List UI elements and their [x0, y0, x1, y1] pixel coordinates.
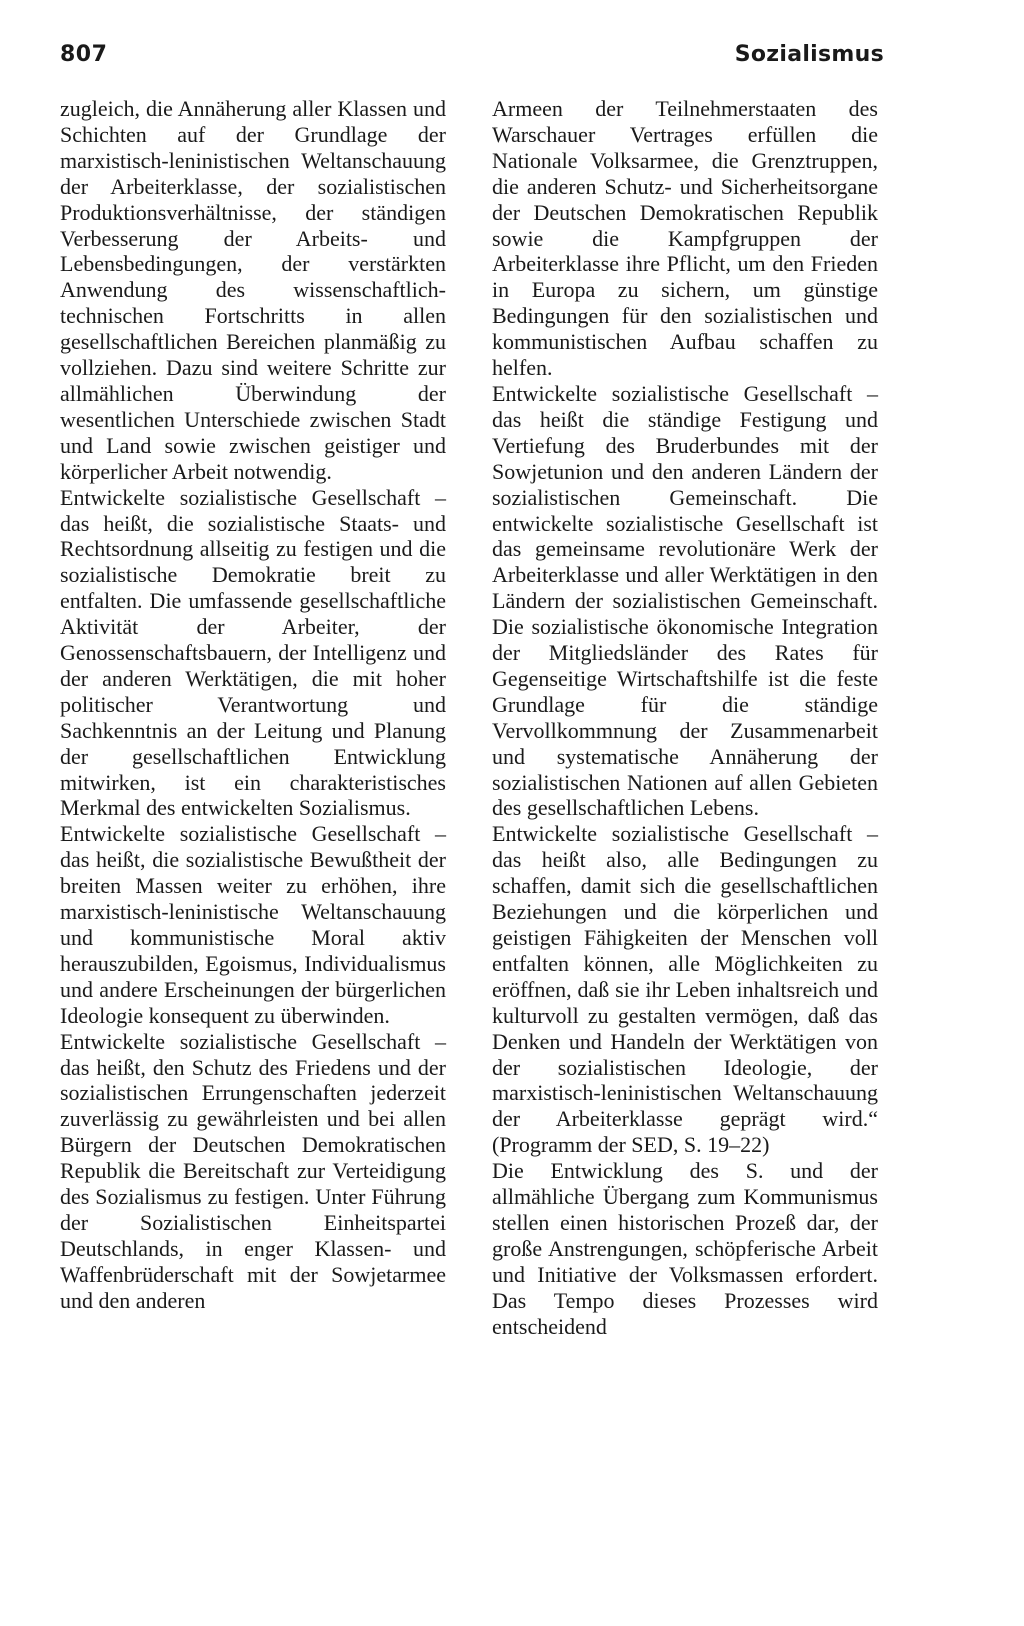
- right-paragraph-1: Armeen der Teilnehmerstaaten des Warschauer Vertrages erfüllen die Nationale Volksarmee, die Grenztruppen, die anderen Schutz- und Sicherheitsorgane der Deutschen Demokratischen Republik sowie die Kampfgruppen der Arbeiterklasse ihre Pflicht, um den Frieden in Europa zu sichern, um günstige Bedingungen für den sozialistischen und kommunistischen Aufbau schaffen zu helfen.: [492, 96, 878, 381]
- left-paragraph-2: Entwickelte sozialistische Gesellschaft – das heißt, die sozialistische Staats- und Rechtsordnung allseitig zu festigen und die sozialistische Demokratie breit zu entfalten. Die umfassende gesellschaftliche Aktivität der Arbeiter, der Genossenschaftsbauern, der Intelligenz und der anderen Werktätigen, die mit hoher politischer Verantwortung und Sachkenntnis an der Leitung und Planung der gesellschaftlichen Entwicklung mitwirken, ist ein charakteristisches Merkmal des entwickelten Sozialismus.: [60, 484, 446, 821]
- left-column: [60, 96, 446, 1314]
- page-number: 807: [60, 42, 108, 67]
- right-paragraph-4: Die Entwicklung des S. und der allmähliche Übergang zum Kommunismus stellen einen historischen Prozeß dar, der große Anstrengungen, schöpferische Arbeit und Initiative der Volksmassen erfordert. Das Tempo dieses Prozesses wird entscheidend: [492, 1158, 878, 1339]
- running-head: Sozialismus: [734, 42, 884, 67]
- left-paragraph-1: zugleich, die Annäherung aller Klassen und Schichten auf der Grundlage der marxistisch-leninistischen Weltanschauung der Arbeiterklasse, der sozialistischen Produktionsverhältnisse, der ständigen Verbesserung der Arbeits- und Lebensbedingungen, der verstärkten Anwendung des wissenschaftlich-technischen Fortschritts in allen gesellschaftlichen Bereichen planmäßig zu vollziehen. Dazu sind weitere Schritte zur allmählichen Überwindung der wesentlichen Unterschiede zwischen Stadt und Land sowie zwischen geistiger und körperlicher Arbeit notwendig.: [60, 96, 446, 484]
- right-column: [492, 96, 878, 1340]
- right-paragraph-2: Entwickelte sozialistische Gesellschaft – das heißt die ständige Festigung und Vertiefung des Bruderbundes mit der Sowjetunion und den anderen Ländern der sozialistischen Gemeinschaft. Die entwickelte sozialistische Gesellschaft ist das gemeinsame revolutionäre Werk der Arbeiterklasse und aller Werktätigen in den Ländern der sozialistischen Gemeinschaft. Die sozialistische ökonomische Integration der Mitgliedsländer des Rates für Gegenseitige Wirtschaftshilfe ist die feste Grundlage für die ständige Vervollkommnung der Zusammenarbeit und systematische Annäherung der sozialistischen Nationen auf allen Gebieten des gesellschaftlichen Lebens.: [492, 380, 878, 821]
- left-paragraph-4: Entwickelte sozialistische Gesellschaft – das heißt, den Schutz des Friedens und der sozialistischen Errungenschaften jederzeit zuverlässig zu gewährleisten und bei allen Bürgern der Deutschen Demokratischen Republik die Bereitschaft zur Verteidigung des Sozialismus zu festigen. Unter Führung der Sozialistischen Einheitspartei Deutschlands, in enger Klassen- und Waffenbrüderschaft mit der Sowjetarmee und den anderen: [60, 1028, 446, 1313]
- left-paragraph-3: Entwickelte sozialistische Gesellschaft – das heißt, die sozialistische Bewußtheit der breiten Massen weiter zu erhöhen, ihre marxistisch-leninistische Weltanschauung und kommunistische Moral aktiv herauszubilden, Egoismus, Individualismus und andere Erscheinungen der bürgerlichen Ideologie konsequent zu überwinden.: [60, 821, 446, 1028]
- right-paragraph-3: Entwickelte sozialistische Gesellschaft – das heißt also, alle Bedingungen zu schaffen, damit sich die gesellschaftlichen Beziehungen und die körperlichen und geistigen Fähigkeiten der Menschen voll entfalten können, alle Möglichkeiten zu eröffnen, daß sie ihr Leben inhaltsreich und kulturvoll zu gestalten vermögen, daß das Denken und Handeln der Werktätigen von der sozialistischen Ideologie, der marxistisch-leninistischen Weltanschauung der Arbeiterklasse geprägt wird.“ (Programm der SED, S. 19–22): [492, 821, 878, 1158]
